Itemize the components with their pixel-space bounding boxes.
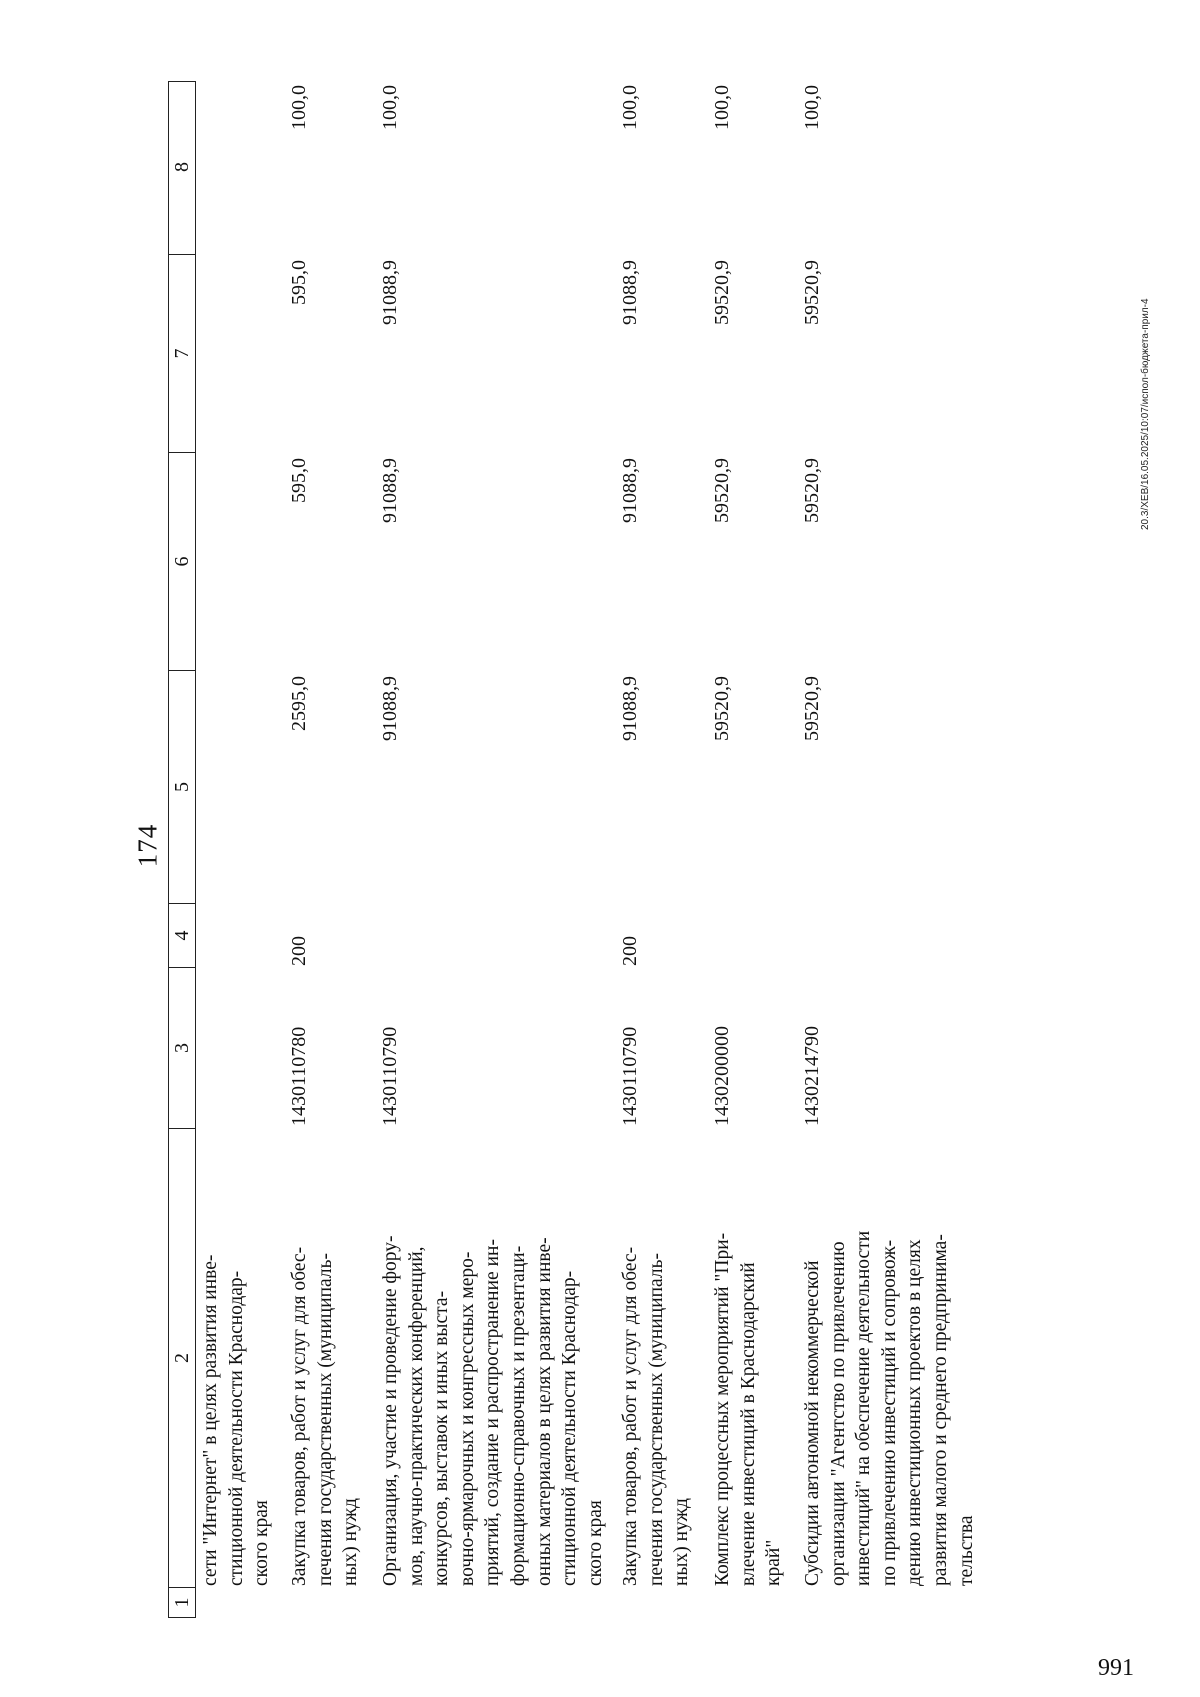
row-col6: 91088,9 [379,458,401,523]
row-col6: 59520,9 [711,458,733,523]
row-code: 1430110790 [619,1026,641,1126]
row-col8: 100,0 [801,85,823,130]
header-col-1: 1 [169,1587,195,1617]
row-description: сети "Интернет" в целях развития инве- стиционной деятельности Краснодар- ского края [200,1254,273,1586]
row-code: 1430200000 [711,1026,733,1126]
row-code: 1430110790 [379,1026,401,1126]
row-col8: 100,0 [288,85,310,130]
table-row [378,1132,608,1586]
row-description: Закупка товаров, работ и услуг для обес- печения государственных (муниципаль- ных) нужд [289,1246,362,1586]
header-col-4: 4 [169,903,195,967]
row-col7: 595,0 [288,260,310,305]
sheet-number: 991 [1098,1655,1134,1681]
page-number: 174 [132,823,163,868]
table-row [618,1132,695,1586]
row-col8: 100,0 [379,85,401,130]
budget-table [168,81,1178,1618]
row-description: Организация, участие и проведение фору- мов, научно-практических конференций, конкурсов, выставок и иных выста- вочно-ярмарочных и конгрессных меро- приятий, создание и распространение ин- формационно-справочных и презентаци- онных материалов в целях развития инве- стиционной деятельности Краснодар- ского края [380,1235,606,1586]
header-col-2: 2 [169,1128,195,1587]
row-col5: 91088,9 [379,676,401,741]
row-description: Закупка товаров, работ и услуг для обес- печения государственных (муниципаль- ных) нужд [620,1246,693,1586]
row-col5: 59520,9 [801,676,823,741]
row-col5: 2595,0 [288,676,310,731]
row-code: 1430214790 [801,1026,823,1126]
table-row [800,1132,979,1586]
table-row [287,1132,364,1586]
row-col8: 100,0 [711,85,733,130]
header-col-6: 6 [169,452,195,670]
row-col6: 59520,9 [801,458,823,523]
table-header [168,81,196,1618]
header-col-5: 5 [169,670,195,903]
row-col7: 91088,9 [619,260,641,325]
table-row [198,1132,275,1586]
row-description: Комплекс процессных мероприятий "При- влечение инвестиций в Краснодарский край" [712,1232,785,1586]
footer-code: 20.3/ХЕВ/16.05.2025/10:07/испол-бюджета-прил-4 [1140,298,1151,530]
row-type: 200 [288,936,310,966]
row-col6: 595,0 [288,458,310,503]
row-col8: 100,0 [619,85,641,130]
table-row [710,1132,787,1586]
row-col7: 91088,9 [379,260,401,325]
row-col5: 59520,9 [711,676,733,741]
header-col-7: 7 [169,254,195,452]
row-col7: 59520,9 [801,260,823,325]
row-code: 1430110780 [288,1026,310,1126]
row-description: Субсидии автономной некоммерческой организации "Агентство по привлечению инвестиций" на обеспечение деятельности по привлечению инвестиций и сопровож- дению инвестиционных проектов в целях развития малого и среднего предпринима- тельства [802,1230,977,1586]
row-type: 200 [619,936,641,966]
header-col-3: 3 [169,967,195,1128]
row-col5: 91088,9 [619,676,641,741]
row-col7: 59520,9 [711,260,733,325]
header-col-8: 8 [171,162,193,172]
row-col6: 91088,9 [619,458,641,523]
